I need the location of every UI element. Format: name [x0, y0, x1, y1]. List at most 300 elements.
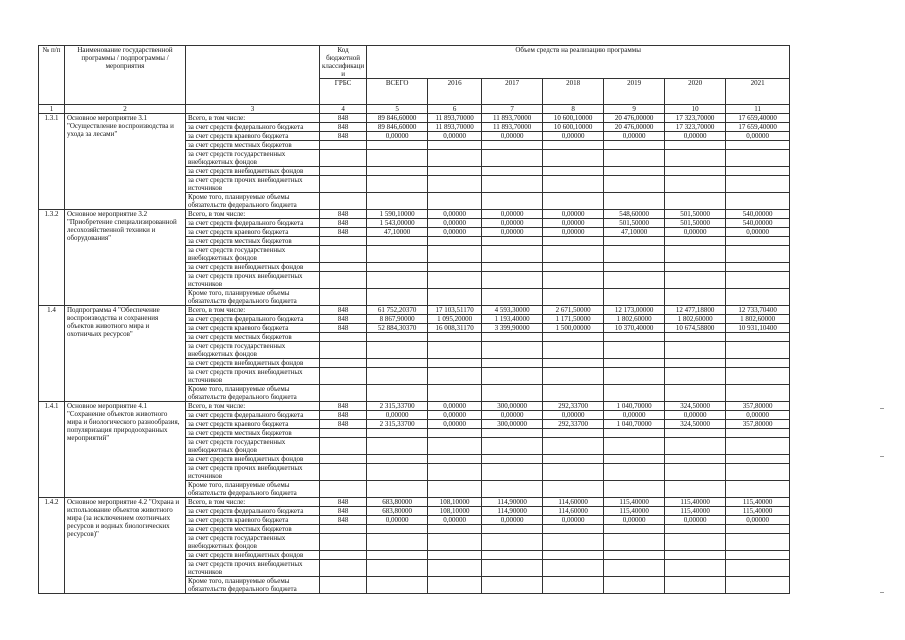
total-value: 52 884,30370 — [367, 324, 428, 333]
column-number-row — [39, 105, 790, 114]
year-value — [665, 141, 726, 150]
year-value — [665, 385, 726, 402]
item-name: Основное мероприятие 3.2 "Приобретение специализированной лесохозяйственной техники и оборудования" — [65, 210, 186, 306]
year-value — [726, 464, 790, 481]
total-value: 0,00000 — [367, 411, 428, 420]
funding-source: за счет средств государственных внебюджетных фондов — [186, 150, 320, 167]
year-value — [726, 237, 790, 246]
year-value — [604, 534, 665, 551]
year-value — [482, 141, 543, 150]
year-value — [482, 455, 543, 464]
year-value: 10 370,40000 — [604, 324, 665, 333]
total-value: 8 867,90000 — [367, 315, 428, 324]
year-value: 0,00000 — [428, 402, 482, 411]
year-value: 17 103,51170 — [428, 306, 482, 315]
funding-source: за счет средств местных бюджетов — [186, 141, 320, 150]
year-value — [665, 193, 726, 210]
year-value — [726, 263, 790, 272]
year-value: 10 674,58800 — [665, 324, 726, 333]
year-value — [726, 246, 790, 263]
year-value — [604, 464, 665, 481]
year-value — [482, 368, 543, 385]
year-value — [726, 342, 790, 359]
total-value — [367, 385, 428, 402]
year-value — [428, 141, 482, 150]
year-value — [726, 455, 790, 464]
header-year: 2016 — [428, 79, 482, 105]
year-value — [428, 176, 482, 193]
header-code: Код бюджетной классификаци и — [320, 46, 367, 79]
year-value — [604, 455, 665, 464]
grbs-code — [320, 577, 367, 594]
year-value: 1 095,20000 — [428, 315, 482, 324]
year-value: 11 893,70000 — [428, 123, 482, 132]
grbs-code: 848 — [320, 219, 367, 228]
grbs-code — [320, 176, 367, 193]
year-value — [428, 359, 482, 368]
funding-source: за счет средств местных бюджетов — [186, 237, 320, 246]
year-value: 3 399,90000 — [482, 324, 543, 333]
total-value: 683,80000 — [367, 498, 428, 507]
year-value — [543, 385, 604, 402]
year-value — [726, 176, 790, 193]
year-value — [604, 263, 665, 272]
year-value: 4 593,30000 — [482, 306, 543, 315]
year-value: 1 802,60000 — [726, 315, 790, 324]
column-number: 11 — [726, 105, 790, 114]
funding-source: Кроме того, планируемые объемы обязательств федерального бюджета — [186, 289, 320, 306]
year-value — [543, 429, 604, 438]
year-value — [428, 272, 482, 289]
year-value: 12 477,18800 — [665, 306, 726, 315]
year-value — [482, 237, 543, 246]
year-value: 17 323,70000 — [665, 123, 726, 132]
grbs-code — [320, 167, 367, 176]
column-number: 10 — [665, 105, 726, 114]
year-value: 357,80000 — [726, 402, 790, 411]
table-row — [39, 210, 790, 219]
grbs-code: 848 — [320, 132, 367, 141]
year-value — [726, 438, 790, 455]
grbs-code — [320, 272, 367, 289]
table-row — [39, 498, 790, 507]
total-value — [367, 333, 428, 342]
total-value — [367, 525, 428, 534]
total-value — [367, 150, 428, 167]
funding-source: за счет средств государственных внебюджетных фондов — [186, 534, 320, 551]
year-value — [543, 167, 604, 176]
grbs-code — [320, 385, 367, 402]
year-value — [726, 481, 790, 498]
funding-source: за счет средств краевого бюджета — [186, 132, 320, 141]
year-value — [665, 150, 726, 167]
year-value — [604, 150, 665, 167]
funding-source: за счет средств краевого бюджета — [186, 516, 320, 525]
header-year: 2020 — [665, 79, 726, 105]
year-value — [482, 167, 543, 176]
column-number: 8 — [543, 105, 604, 114]
year-value — [482, 577, 543, 594]
funding-source: за счет средств государственных внебюджетных фондов — [186, 438, 320, 455]
total-value: 683,80000 — [367, 507, 428, 516]
total-value — [367, 577, 428, 594]
funding-source: за счет средств местных бюджетов — [186, 333, 320, 342]
year-value — [726, 577, 790, 594]
total-value: 2 315,33700 — [367, 402, 428, 411]
total-value: 89 846,60000 — [367, 123, 428, 132]
year-value — [665, 525, 726, 534]
year-value: 0,00000 — [543, 210, 604, 219]
year-value: 17 659,40000 — [726, 123, 790, 132]
column-number: 2 — [65, 105, 186, 114]
year-value: 0,00000 — [482, 210, 543, 219]
total-value — [367, 438, 428, 455]
year-value — [482, 385, 543, 402]
year-value — [604, 193, 665, 210]
year-value — [482, 289, 543, 306]
column-number: 4 — [320, 105, 367, 114]
year-value: 10 600,10000 — [543, 114, 604, 123]
year-value — [665, 455, 726, 464]
column-number: 9 — [604, 105, 665, 114]
year-value — [482, 359, 543, 368]
year-value — [665, 551, 726, 560]
grbs-code — [320, 342, 367, 359]
year-value — [428, 167, 482, 176]
year-value — [428, 333, 482, 342]
funding-source: Кроме того, планируемые объемы обязательств федерального бюджета — [186, 385, 320, 402]
year-value: 108,10000 — [428, 498, 482, 507]
table-body — [39, 114, 790, 594]
year-value — [665, 359, 726, 368]
year-value — [543, 237, 604, 246]
table-row — [39, 306, 790, 315]
year-value — [543, 464, 604, 481]
total-value: 61 752,20370 — [367, 306, 428, 315]
year-value: 0,00000 — [665, 411, 726, 420]
funding-source: за счет средств федерального бюджета — [186, 507, 320, 516]
year-value — [665, 577, 726, 594]
year-value — [482, 481, 543, 498]
year-value — [482, 534, 543, 551]
year-value — [482, 246, 543, 263]
year-value: 10 600,10000 — [543, 123, 604, 132]
grbs-code — [320, 525, 367, 534]
year-value: 300,00000 — [482, 420, 543, 429]
funding-source: Всего, в том числе: — [186, 210, 320, 219]
year-value — [665, 534, 726, 551]
year-value — [428, 534, 482, 551]
year-value — [428, 263, 482, 272]
total-value: 1 590,10000 — [367, 210, 428, 219]
grbs-code — [320, 289, 367, 306]
year-value: 11 893,70000 — [482, 114, 543, 123]
year-value: 0,00000 — [482, 516, 543, 525]
grbs-code — [320, 359, 367, 368]
year-value: 540,00000 — [726, 210, 790, 219]
grbs-code — [320, 368, 367, 385]
funding-source: за счет средств федерального бюджета — [186, 315, 320, 324]
year-value: 292,33700 — [543, 420, 604, 429]
grbs-code: 848 — [320, 228, 367, 237]
year-value — [543, 193, 604, 210]
funding-source: за счет средств федерального бюджета — [186, 123, 320, 132]
year-value — [604, 141, 665, 150]
year-value — [604, 385, 665, 402]
total-value — [367, 560, 428, 577]
year-value: 0,00000 — [543, 411, 604, 420]
year-value — [604, 577, 665, 594]
grbs-code — [320, 150, 367, 167]
year-value: 12 173,00000 — [604, 306, 665, 315]
year-value — [482, 464, 543, 481]
year-value — [604, 368, 665, 385]
item-number: 1.4.1 — [39, 402, 65, 498]
year-value — [726, 333, 790, 342]
year-value: 1 802,60000 — [665, 315, 726, 324]
grbs-code — [320, 429, 367, 438]
funding-source: за счет средств внебюджетных фондов — [186, 551, 320, 560]
year-value — [604, 429, 665, 438]
year-value — [482, 342, 543, 359]
year-value — [543, 333, 604, 342]
grbs-code — [320, 193, 367, 210]
funding-source: за счет средств прочих внебюджетных источников — [186, 272, 320, 289]
year-value — [726, 167, 790, 176]
grbs-code — [320, 551, 367, 560]
year-value — [482, 525, 543, 534]
total-value — [367, 342, 428, 359]
year-value: 501,50000 — [665, 210, 726, 219]
year-value — [543, 141, 604, 150]
year-value — [726, 272, 790, 289]
funding-source: за счет средств местных бюджетов — [186, 525, 320, 534]
year-value — [543, 560, 604, 577]
year-value: 1 802,60000 — [604, 315, 665, 324]
year-value: 0,00000 — [482, 228, 543, 237]
year-value — [428, 455, 482, 464]
header-year: 2017 — [482, 79, 543, 105]
year-value — [428, 560, 482, 577]
total-value — [367, 464, 428, 481]
year-value — [726, 534, 790, 551]
total-value — [367, 167, 428, 176]
year-value: 0,00000 — [543, 228, 604, 237]
funding-source: за счет средств внебюджетных фондов — [186, 263, 320, 272]
year-value — [726, 150, 790, 167]
year-value — [428, 438, 482, 455]
year-value: 1 193,40000 — [482, 315, 543, 324]
year-value — [726, 429, 790, 438]
funding-source: за счет средств прочих внебюджетных источников — [186, 560, 320, 577]
year-value — [604, 359, 665, 368]
year-value — [543, 342, 604, 359]
year-value — [604, 176, 665, 193]
grbs-code — [320, 481, 367, 498]
funding-source: Всего, в том числе: — [186, 498, 320, 507]
year-value: 0,00000 — [604, 516, 665, 525]
year-value: 17 659,40000 — [726, 114, 790, 123]
year-value — [482, 272, 543, 289]
header-year: 2018 — [543, 79, 604, 105]
year-value: 357,80000 — [726, 420, 790, 429]
funding-source: за счет средств краевого бюджета — [186, 228, 320, 237]
year-value: 10 931,10400 — [726, 324, 790, 333]
year-value — [726, 525, 790, 534]
year-value: 1 171,50000 — [543, 315, 604, 324]
year-value: 501,50000 — [604, 219, 665, 228]
year-value: 0,00000 — [543, 219, 604, 228]
total-value — [367, 176, 428, 193]
year-value — [543, 438, 604, 455]
year-value — [665, 167, 726, 176]
funding-source: Кроме того, планируемые объемы обязательств федерального бюджета — [186, 577, 320, 594]
year-value — [543, 176, 604, 193]
year-value — [665, 176, 726, 193]
year-value: 0,00000 — [482, 219, 543, 228]
year-value: 1 040,70000 — [604, 402, 665, 411]
year-value: 0,00000 — [726, 411, 790, 420]
year-value: 0,00000 — [604, 411, 665, 420]
funding-source: за счет средств прочих внебюджетных источников — [186, 176, 320, 193]
year-value — [726, 359, 790, 368]
total-value — [367, 455, 428, 464]
total-value — [367, 272, 428, 289]
total-value — [367, 429, 428, 438]
header-grbs: ГРБС — [320, 79, 367, 105]
grbs-code — [320, 246, 367, 263]
year-value — [604, 551, 665, 560]
header-year: 2021 — [726, 79, 790, 105]
year-value — [604, 167, 665, 176]
year-value — [665, 246, 726, 263]
year-value — [543, 150, 604, 167]
year-value — [543, 481, 604, 498]
year-value: 47,10000 — [604, 228, 665, 237]
year-value — [665, 342, 726, 359]
total-value — [367, 534, 428, 551]
item-number: 1.4 — [39, 306, 65, 402]
year-value: 0,00000 — [665, 516, 726, 525]
year-value — [726, 551, 790, 560]
total-value — [367, 551, 428, 560]
year-value: 0,00000 — [428, 219, 482, 228]
year-value — [604, 289, 665, 306]
year-value: 0,00000 — [726, 228, 790, 237]
header-volume: Объем средств на реализацию программы — [367, 46, 790, 79]
column-number: 6 — [428, 105, 482, 114]
year-value — [604, 272, 665, 289]
year-value — [604, 481, 665, 498]
year-value: 2 671,50000 — [543, 306, 604, 315]
year-value: 1 040,70000 — [604, 420, 665, 429]
year-value — [665, 237, 726, 246]
funding-source: за счет средств краевого бюджета — [186, 324, 320, 333]
year-value: 0,00000 — [428, 411, 482, 420]
funding-source: Кроме того, планируемые объемы обязательств федерального бюджета — [186, 193, 320, 210]
funding-source: за счет средств федерального бюджета — [186, 411, 320, 420]
year-value — [604, 438, 665, 455]
year-value: 114,90000 — [482, 498, 543, 507]
year-value: 115,40000 — [726, 498, 790, 507]
table-row — [39, 402, 790, 411]
year-value — [543, 455, 604, 464]
item-number: 1.4.2 — [39, 498, 65, 594]
item-number: 1.3.1 — [39, 114, 65, 210]
year-value — [543, 263, 604, 272]
year-value — [543, 525, 604, 534]
year-value — [482, 429, 543, 438]
year-value: 20 476,00000 — [604, 114, 665, 123]
funding-source: Всего, в том числе: — [186, 114, 320, 123]
year-value: 292,33700 — [543, 402, 604, 411]
total-value — [367, 289, 428, 306]
funding-source: за счет средств местных бюджетов — [186, 429, 320, 438]
grbs-code: 848 — [320, 498, 367, 507]
year-value — [726, 385, 790, 402]
year-value — [726, 289, 790, 306]
total-value: 89 846,60000 — [367, 114, 428, 123]
year-value: 20 476,00000 — [604, 123, 665, 132]
year-value — [482, 193, 543, 210]
total-value — [367, 359, 428, 368]
grbs-code — [320, 333, 367, 342]
year-value — [482, 551, 543, 560]
year-value: 0,00000 — [428, 516, 482, 525]
total-value: 2 315,33700 — [367, 420, 428, 429]
year-value: 324,50000 — [665, 420, 726, 429]
year-value — [428, 342, 482, 359]
grbs-code — [320, 560, 367, 577]
column-number: 5 — [367, 105, 428, 114]
year-value: 300,00000 — [482, 402, 543, 411]
year-value: 1 500,00000 — [543, 324, 604, 333]
year-value — [604, 246, 665, 263]
total-value — [367, 246, 428, 263]
year-value — [428, 150, 482, 167]
year-value — [726, 141, 790, 150]
table-row — [39, 114, 790, 123]
year-value — [665, 272, 726, 289]
total-value: 0,00000 — [367, 516, 428, 525]
grbs-code — [320, 455, 367, 464]
year-value: 0,00000 — [604, 132, 665, 141]
total-value: 0,00000 — [367, 132, 428, 141]
year-value — [604, 237, 665, 246]
total-value — [367, 193, 428, 210]
year-value — [543, 368, 604, 385]
grbs-code: 848 — [320, 123, 367, 132]
total-value: 1 543,00000 — [367, 219, 428, 228]
year-value — [604, 342, 665, 359]
year-value: 501,50000 — [665, 219, 726, 228]
year-value — [428, 525, 482, 534]
scan-mark — [880, 592, 884, 593]
year-value: 0,00000 — [428, 420, 482, 429]
year-value: 115,40000 — [665, 498, 726, 507]
header-name: Наименование государственной программы / подпрограммы / мероприятия — [65, 46, 186, 105]
column-number: 1 — [39, 105, 65, 114]
funding-source: Всего, в том числе: — [186, 306, 320, 315]
year-value — [665, 560, 726, 577]
year-value: 115,40000 — [726, 507, 790, 516]
grbs-code: 848 — [320, 411, 367, 420]
year-value — [604, 560, 665, 577]
grbs-code: 848 — [320, 324, 367, 333]
year-value — [665, 263, 726, 272]
total-value — [367, 263, 428, 272]
year-value — [482, 438, 543, 455]
